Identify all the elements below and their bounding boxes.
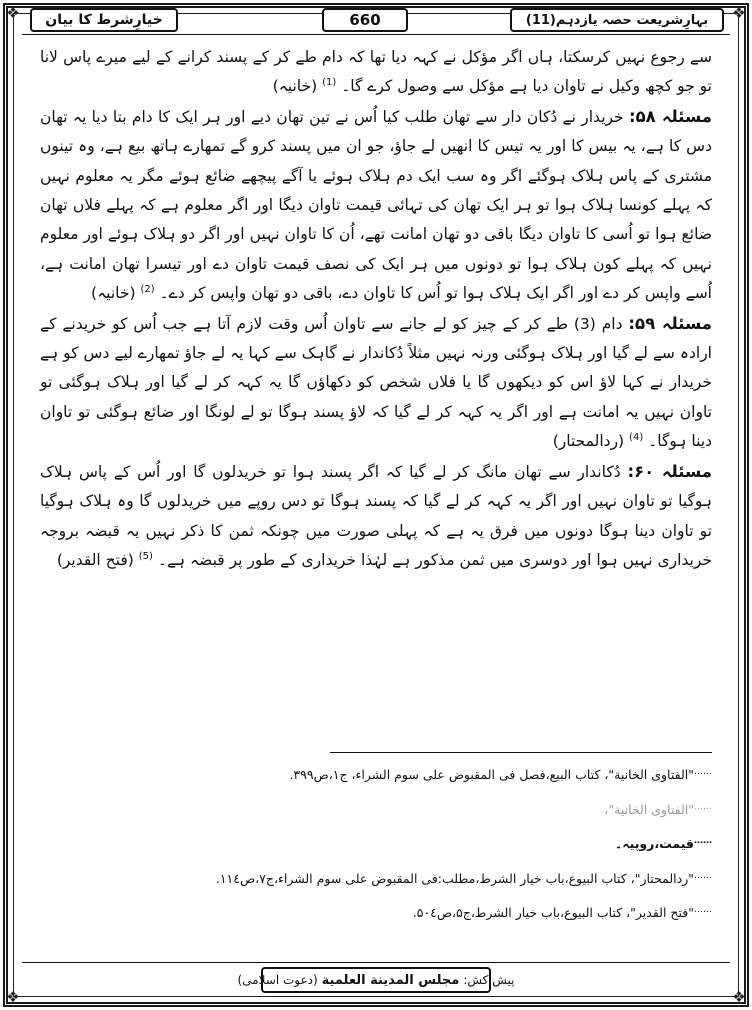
corner-ornament-icon: ❖	[6, 988, 20, 1006]
corner-ornament-icon: ❖	[6, 4, 20, 22]
paragraph-text: دام (3) طے کر کے چیز کو لے جانے سے تاوان اُس وقت لازم آتا ہے جب اُس کو خریدنے کے ارادہ سے لے گیا اور ہلاک ہوگئی ورنہ نہیں مثلاً دُکاندار نے گاہک سے کہا یہ لے جاؤ تمھارے لیے دس کو ہے خریدار نے کہا لاؤ اس کو دیکھوں گا یا فلاں شخص کو دکھاؤں گا یہ کہہ کر لے گیا اور ہلاک ہوگئی تو تاوان نہیں یہ امانت ہے اور اگر یہ کہہ کر لے گیا کہ لاؤ پسند ہوگا تو لے لونگا اور ضائع ہوگئی تو تاوان دینا ہوگا۔	[40, 314, 712, 451]
footer-divider	[22, 962, 730, 963]
book-title: بہارِشریعت حصہ یازدہم(11)	[510, 8, 724, 32]
footnote-item	[40, 866, 712, 901]
corner-ornament-icon: ❖	[732, 4, 746, 22]
main-text	[40, 42, 712, 575]
footnote-text: "فتح القدیر"، کتاب البیوع،باب خیار الشرط،ج۵،ص۵۰٤.	[412, 905, 694, 921]
footnote-divider	[330, 752, 712, 753]
footnote-text: "الفتاوی الخانیة"، کتاب البیع،فصل فی المقبوض علی سوم الشراء، ج۱،ص۳۹۹.	[289, 767, 694, 783]
footnote-item	[40, 900, 712, 935]
paragraph-text: خریدار نے دُکان دار سے تھان طلب کیا اُس نے تین تھان دیے اور ہر ایک کا دام بتا دیا یہ تھان دس کا ہے، یہ بیس کا اور یہ تیس کا انھیں لے جاؤ، جو ان میں پسند کرو گے تمھارے ہاتھ بیع ہے، وہ تینوں مشتری کے پاس ہلاک ہوگئے اگر وہ سب ایک دم ہلاک ہوئے یا آگے پیچھے ضائع ہوئے مگر یہ معلوم نہیں کہ پہلے کونسا ہلاک ہوا تو ہر ایک تھان کی تہائی قیمت تاوان دیگا اور اگر معلوم ہے کہ پہلے فلاں تھان ضائع ہوا تو اُسی کا تاوان دیگا باقی دو تھان امانت تھے، اُن کا تاوان نہیں اور اگر دو ہلاک ہوئے اور معلوم نہیں کہ پہلے کون ہلاک ہوا تو دونوں میں ہر ایک کی نصف قیمت تاوان دے اور تیسرا تھان امانت ہے، اُسے واپس کر دے اور اگر ایک ہلاک ہوا تو اُس کا تاوان دے، باقی دو تھان واپس کر دے۔	[40, 107, 712, 303]
footnote-ref[interactable]: (5)	[138, 550, 153, 562]
footnote-marker: ……	[694, 767, 712, 777]
paragraph	[40, 457, 712, 576]
masala-label: مسئلہ ۵۹:	[628, 313, 712, 333]
publisher-suffix: (دعوت اسلامی)	[237, 973, 318, 987]
publisher-footer	[237, 967, 515, 993]
footnote-marker: ……	[694, 836, 712, 846]
source-citation: (فتح القدیر)	[56, 550, 134, 569]
footnote-ref[interactable]: (1)	[322, 77, 337, 89]
header-divider	[22, 34, 730, 35]
paragraph-text: سے رجوع نہیں کرسکتا، ہاں اگر مؤکل نے کہہ دیا تھا کہ دام طے کر کے پسند کرانے کے لیے میرے پاس لانا تو جو کچھ وکیل نے تاوان دیا ہے مؤکل سے وصول کرے گا۔	[40, 48, 712, 96]
masala-label: مسئلہ ۶۰:	[627, 461, 712, 481]
footnote-marker: ……	[694, 801, 712, 812]
section-title: خیارِشرط کا بیان	[30, 8, 178, 32]
source-citation: (ردالمحتار)	[552, 432, 625, 451]
corner-ornament-icon: ❖	[732, 988, 746, 1006]
footnote-marker: ……	[694, 870, 712, 881]
footnote-item	[40, 831, 712, 866]
paragraph	[40, 42, 712, 102]
footnote-ref[interactable]: (4)	[629, 432, 644, 444]
page-header	[22, 6, 730, 34]
page-number: 660	[322, 8, 408, 32]
paragraph-text: دُکاندار سے تھان مانگ کر لے گیا کہ اگر پسند ہوا تو خریدلوں گا اور اُس کے پاس ہلاک ہوگیا تو تاوان نہیں اور اگر یہ کہہ کر لے گیا کہ پسند ہوگا تو دس روپے میں خریدلوں گا وہ ہلاک ہوگیا تو تاوان دینا ہوگا دونوں میں فرق یہ ہے کہ پہلی صورت میں چونکہ ثمن کا ذکر نہیں یہ قبضہ بروجہ خریداری نہیں ہوا اور دوسری میں ثمن مذکور ہے لہٰذا خریداری کے طور پر قبضہ ہے۔	[40, 462, 712, 569]
footnote-item	[40, 797, 712, 832]
footnote-ref[interactable]: (2)	[140, 284, 155, 296]
paragraph	[40, 309, 712, 457]
footnote-text: قیمت،روپیہ۔	[614, 836, 694, 852]
footnote-text: "الفتاوی الخانیة"،	[604, 801, 694, 817]
source-citation: (خانیہ)	[91, 284, 136, 303]
footer-prefix: پیش کش:	[463, 973, 515, 987]
footnote-text: "ردالمحتار"، کتاب البیوع،باب خیار الشرط،مطلب:فی المقبوض علی سوم الشراء،ج۷،ص۱۱٤.	[215, 870, 694, 886]
publisher-name: مجلس المدینة العلمیة	[321, 972, 460, 988]
source-citation: (خانیہ)	[272, 77, 318, 96]
masala-label: مسئلہ ۵۸:	[628, 106, 712, 126]
paragraph	[40, 102, 712, 309]
footnote-item	[40, 762, 712, 797]
footnote-marker: ……	[694, 905, 712, 915]
footnotes	[40, 762, 712, 935]
